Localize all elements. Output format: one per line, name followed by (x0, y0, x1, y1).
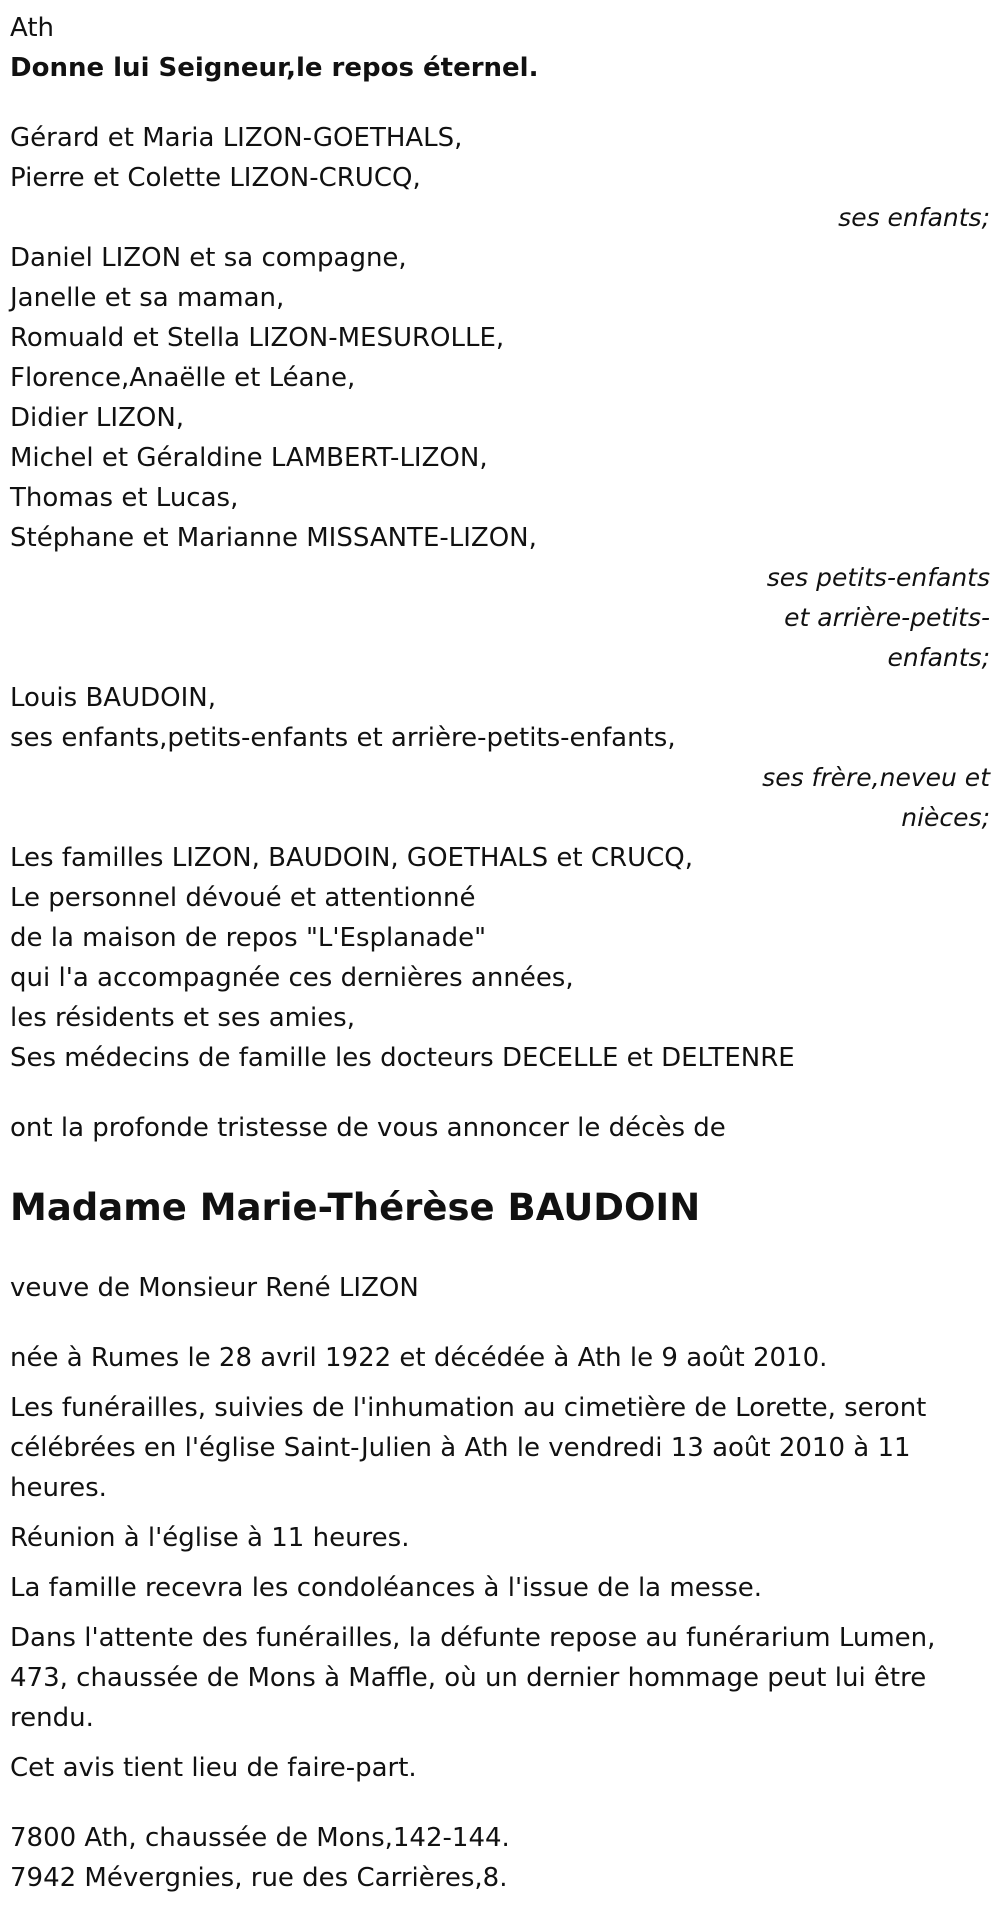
grandchildren-role: enfants; (887, 643, 990, 672)
siblings-role: nièces; (901, 803, 990, 832)
grandchildren-name: Janelle et sa maman, (10, 283, 285, 313)
grandchildren-name: Daniel LIZON et sa compagne, (10, 243, 407, 273)
siblings-role: ses frère,neveu et (762, 763, 990, 792)
children-name: Gérard et Maria LIZON-GOETHALS, (10, 123, 463, 153)
repose-paragraph: Dans l'attente des funérailles, la défunte repose au funérarium Lumen, 473, chaussée de Mons à Maffle, où un dernier hommage peut lui être rendu. (10, 1623, 936, 1733)
addresses-section (10, 1818, 1000, 1898)
grandchildren-name: Didier LIZON, (10, 403, 185, 433)
grandchildren-name: Stéphane et Marianne MISSANTE-LIZON, (10, 523, 537, 553)
deceased-name: Madame Marie-Thérèse BAUDOIN (10, 1186, 701, 1229)
siblings-name: ses enfants,petits-enfants et arrière-petits-enfants, (10, 723, 676, 753)
grandchildren-name: Thomas et Lucas, (10, 483, 239, 513)
children-name: Pierre et Colette LIZON-CRUCQ, (10, 163, 421, 193)
others-line: Les familles LIZON, BAUDOIN, GOETHALS et CRUCQ, (10, 843, 694, 873)
others-line: les résidents et ses amies, (10, 1003, 355, 1033)
condolences-line: La famille recevra les condoléances à l'issue de la messe. (10, 1573, 763, 1603)
others-line: qui l'a accompagnée ces dernières années, (10, 963, 574, 993)
birth-death-line: née à Rumes le 28 avril 1922 et décédée à Ath le 9 août 2010. (10, 1343, 828, 1373)
funeral-paragraph: Les funérailles, suivies de l'inhumation au cimetière de Lorette, seront célébrées en l'église Saint-Julien à Ath le vendredi 13 août 2010 à 11 heures. (10, 1393, 927, 1503)
grandchildren-name: Florence,Anaëlle et Léane, (10, 363, 356, 393)
notice-line: Cet avis tient lieu de faire-part. (10, 1753, 417, 1783)
siblings-name: Louis BAUDOIN, (10, 683, 216, 713)
grandchildren-name: Romuald et Stella LIZON-MESUROLLE, (10, 323, 505, 353)
others-line: Ses médecins de famille les docteurs DECELLE et DELTENRE (10, 1043, 795, 1073)
meeting-line: Réunion à l'église à 11 heures. (10, 1523, 410, 1553)
city-label: Ath (10, 13, 55, 43)
others-section (10, 838, 1000, 1078)
grandchildren-section (10, 238, 1000, 678)
address-line: 7800 Ath, chaussée de Mons,142-144. (10, 1823, 510, 1853)
announcement-line: ont la profonde tristesse de vous annoncer le décès de (10, 1113, 726, 1143)
siblings-section (10, 678, 1000, 838)
children-role: ses enfants; (838, 203, 990, 232)
grandchildren-role: ses petits-enfants (766, 563, 990, 592)
grandchildren-role: et arrière-petits- (784, 603, 990, 632)
grandchildren-name: Michel et Géraldine LAMBERT-LIZON, (10, 443, 488, 473)
prayer-line: Donne lui Seigneur,le repos éternel. (10, 53, 539, 83)
others-line: Le personnel dévoué et attentionné (10, 883, 476, 913)
address-line: 7942 Mévergnies, rue des Carrières,8. (10, 1863, 508, 1893)
widow-of-line: veuve de Monsieur René LIZON (10, 1273, 419, 1303)
children-section (10, 118, 1000, 238)
others-line: de la maison de repos "L'Esplanade" (10, 923, 487, 953)
